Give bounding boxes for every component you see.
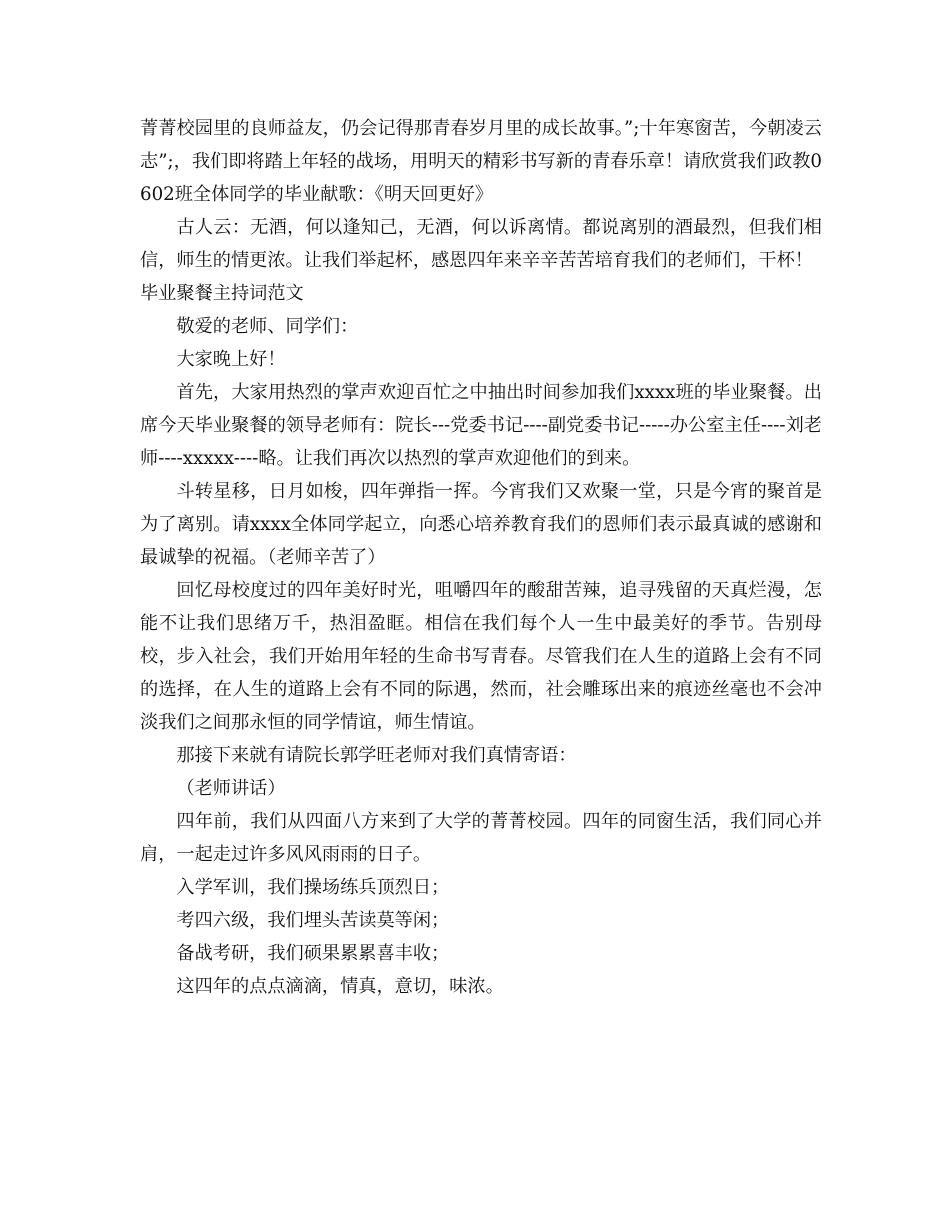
paragraph-closing-line: 这四年的点点滴滴，情真，意切，味浓。 [176, 976, 504, 997]
paragraph-song-intro: 菁菁校园里的良师益友，仍会记得那青春岁月里的成长故事。”;十年寒窗苦，今朝凌云志”;，我们即将踏上年轻的战场，用明天的精彩书写新的青春乐章！请欣赏我们政教0602班全体同学的毕业献歌：《明天回更好》 [140, 118, 822, 205]
paragraph-salutation: 敬爱的老师、同学们： [176, 316, 359, 337]
paragraph-four-years: 四年前，我们从四面八方来到了大学的菁菁校园。四年的同窗生活，我们同心并肩，一起走过许多风风雨雨的日子。 [140, 811, 822, 865]
paragraph-teacher-speech: （老师讲话） [176, 778, 286, 799]
section-title: 毕业聚餐主持词范文 [140, 283, 304, 304]
document-page [140, 112, 822, 1003]
paragraph-invite-speech: 那接下来就有请院长郭学旺老师对我们真情寄语： [176, 745, 577, 766]
paragraph-thanks: 斗转星移，日月如梭，四年弹指一挥。今宵我们又欢聚一堂，只是今宵的聚首是为了离别。请xxxx全体同学起立，向悉心培养教育我们的恩师们表示最真诚的感谢和最诚挚的祝福。（老师辛苦了） [140, 481, 822, 568]
paragraph-memories: 回忆母校度过的四年美好时光，咀嚼四年的酸甜苦辣，追寻残留的天真烂漫，怎能不让我们思绪万千，热泪盈眶。相信在我们每个人一生中最美好的季节。告别母校，步入社会，我们开始用年轻的生命书写青春。尽管我们在人生的道路上会有不同的选择，在人生的道路上会有不同的际遇，然而，社会雕琢出来的痕迹丝毫也不会冲淡我们之间那永恒的同学情谊，师生情谊。 [140, 580, 822, 733]
paragraph-postgrad-exam: 备战考研，我们硕果累累喜丰收； [176, 943, 450, 964]
paragraph-toast: 古人云：无酒，何以逢知己，无酒，何以诉离情。都说离别的酒最烈，但我们相信，师生的情更浓。让我们举起杯，感恩四年来辛辛苦苦培育我们的老师们，干杯！ [140, 217, 822, 271]
paragraph-greeting: 大家晚上好！ [176, 349, 286, 370]
paragraph-cet-exam: 考四六级，我们埋头苦读莫等闲； [176, 910, 450, 931]
paragraph-military-training: 入学军训，我们操场练兵顶烈日； [176, 877, 450, 898]
paragraph-welcome: 首先，大家用热烈的掌声欢迎百忙之中抽出时间参加我们xxxx班的毕业聚餐。出席今天毕业聚餐的领导老师有：院长---党委书记----副党委书记-----办公室主任----刘老师----xxxxx----略。让我们再次以热烈的掌声欢迎他们的到来。 [140, 382, 822, 469]
